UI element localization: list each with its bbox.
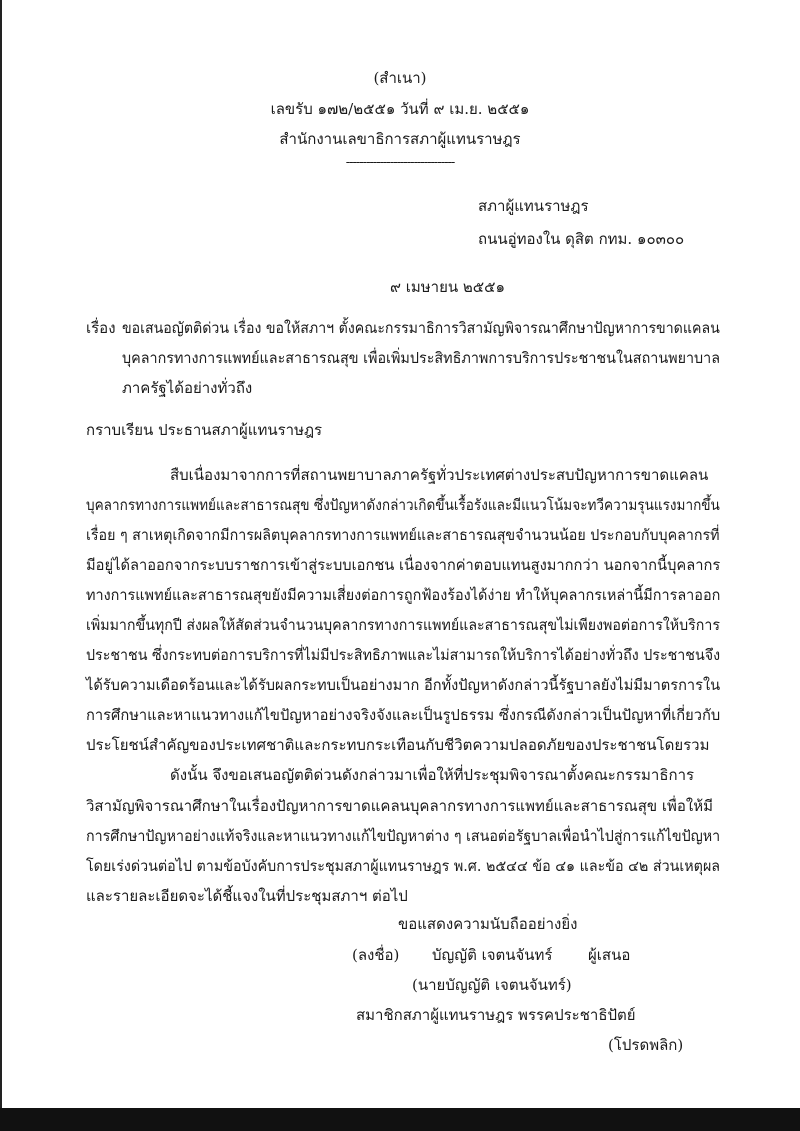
body-p1-line: เพิ่มมากขึ้นทุกปี ส่งผลให้สัดส่วนจำนวนบุคลากรทางการแพทย์และสาธารณสุขไม่เพียงพอต่อการให้บริการ — [86, 616, 720, 634]
copy-mark: (สำเนา) — [373, 69, 427, 87]
subject-label: เรื่อง — [86, 319, 116, 337]
subject-line-2: บุคลากรทางการแพทย์และสาธารณสุข เพื่อเพิ่มประสิทธิภาพการบริการประชาชนในสถานพยาบาล — [122, 349, 721, 367]
subject-line-1: ขอเสนอญัตติด่วน เรื่อง ขอให้สภาฯ ตั้งคณะกรรมาธิการวิสามัญพิจารณาศึกษาปัญหาการขาดแคลน — [122, 319, 720, 337]
body-p1-line: ได้รับความเดือดร้อนและได้รับผลกระทบเป็นอย่างมาก อีกทั้งปัญหาดังกล่าวนี้รัฐบาลยังไม่มีมาตรการใน — [86, 676, 721, 694]
body-p1-line: การศึกษาและหาแนวทางแก้ไขปัญหาอย่างจริงจังและเป็นรูปธรรม ซึ่งกรณีดังกล่าวเป็นปัญหาที่เกี่ยวกับ — [86, 706, 721, 724]
signer-full-name: (นายบัญญัติ เจตนจันทร์) — [412, 976, 572, 994]
body-p1-line: ประโยชน์สำคัญของประเทศชาติและกระทบกระเทือนกับชีวิตความปลอดภัยของประชาชนโดยรวม — [86, 736, 710, 754]
body-p2-line: และรายละเอียดจะได้ชี้แจงในที่ประชุมสภาฯ ต่อไป — [86, 887, 408, 905]
letter-date: ๙ เมษายน ๒๕๕๑ — [390, 278, 506, 296]
signer-role: ผู้เสนอ — [588, 946, 631, 964]
salutation: กราบเรียน ประธานสภาผู้แทนราษฎร — [86, 421, 323, 439]
body-p1-line: ประชาชน ซึ่งกระทบต่อการบริการที่ไม่มีประสิทธิภาพและไม่สามารถให้บริการได้อย่างทั่วถึง ประชาชนจึง — [86, 646, 721, 664]
address-line-2: ถนนอู่ทองใน ดุสิต กทม. ๑๐๓๐๐ — [478, 230, 685, 248]
body-p1-line: สืบเนื่องมาจากการที่สถานพยาบาลภาครัฐทั่วประเทศต่างประสบปัญหาการขาดแคลน — [170, 466, 709, 484]
subject-line-3: ภาครัฐได้อย่างทั่วถึง — [122, 379, 253, 397]
body-p2-line: การศึกษาปัญหาอย่างแท้จริงและหาแนวทางแก้ไขปัญหาต่าง ๆ เสนอต่อรัฐบาลเพื่อนำไปสู่การแก้ไขปัญหา — [86, 827, 721, 845]
body-p1-line: เรื่อย ๆ สาเหตุเกิดจากมีการผลิตบุคลากรทางการแพทย์และสาธารณสุขจำนวนน้อย ประกอบกับบุคลากรที่ — [86, 526, 720, 544]
scan-edge — [0, 0, 2, 1108]
signer-name: บัญญัติ เจตนจันทร์ — [432, 946, 553, 964]
scan-bottom-edge — [0, 1108, 800, 1131]
turn-over-note: (โปรดพลิก) — [608, 1036, 684, 1054]
body-p1-line: มีอยู่ได้ลาออกจากระบบราชการเข้าสู่ระบบเอกชน เนื่องจากค่าตอบแทนสูงมากกว่า นอกจากนี้บุคลากร — [86, 556, 721, 574]
header-divider: -------------------------------- — [345, 155, 455, 170]
address-line-1: สภาผู้แทนราษฎร — [478, 197, 589, 215]
body-p2-line: โดยเร่งด่วนต่อไป ตามข้อบังคับการประชุมสภาผู้แทนราษฎร พ.ศ. ๒๕๔๔ ข้อ ๔๑ และข้อ ๔๒ ส่วนเหตุผล — [86, 857, 721, 875]
signer-position: สมาชิกสภาผู้แทนราษฎร พรรคประชาธิปัตย์ — [356, 1006, 636, 1024]
body-p1-line: ทางการแพทย์และสาธารณสุขยังมีความเสี่ยงต่อการถูกฟ้องร้องได้ง่าย ทำให้บุคลากรเหล่านี้มีการลาออก — [86, 586, 721, 604]
office-name: สำนักงานเลขาธิการสภาผู้แทนราษฎร — [279, 130, 521, 148]
body-p1-line: บุคลากรทางการแพทย์และสาธารณสุข ซึ่งปัญหาดังกล่าวเกิดขึ้นเรื้อรังและมีแนวโน้มจะทวีความรุนแรงมากขึ้น — [86, 496, 720, 514]
body-p2-line: วิสามัญพิจารณาศึกษาในเรื่องปัญหาการขาดแคลนบุคลากรทางการแพทย์และสาธารณสุข เพื่อให้มี — [86, 797, 713, 815]
closing-regards: ขอแสดงความนับถืออย่างยิ่ง — [398, 915, 578, 933]
receipt-number: เลขรับ ๑๗๒/๒๕๕๑ วันที่ ๙ เม.ย. ๒๕๕๑ — [270, 100, 530, 118]
body-p2-line: ดังนั้น จึงขอเสนอญัตติด่วนดังกล่าวมาเพื่อให้ที่ประชุมพิจารณาตั้งคณะกรรมาธิการ — [170, 766, 695, 784]
sign-label: (ลงชื่อ) — [352, 946, 400, 964]
